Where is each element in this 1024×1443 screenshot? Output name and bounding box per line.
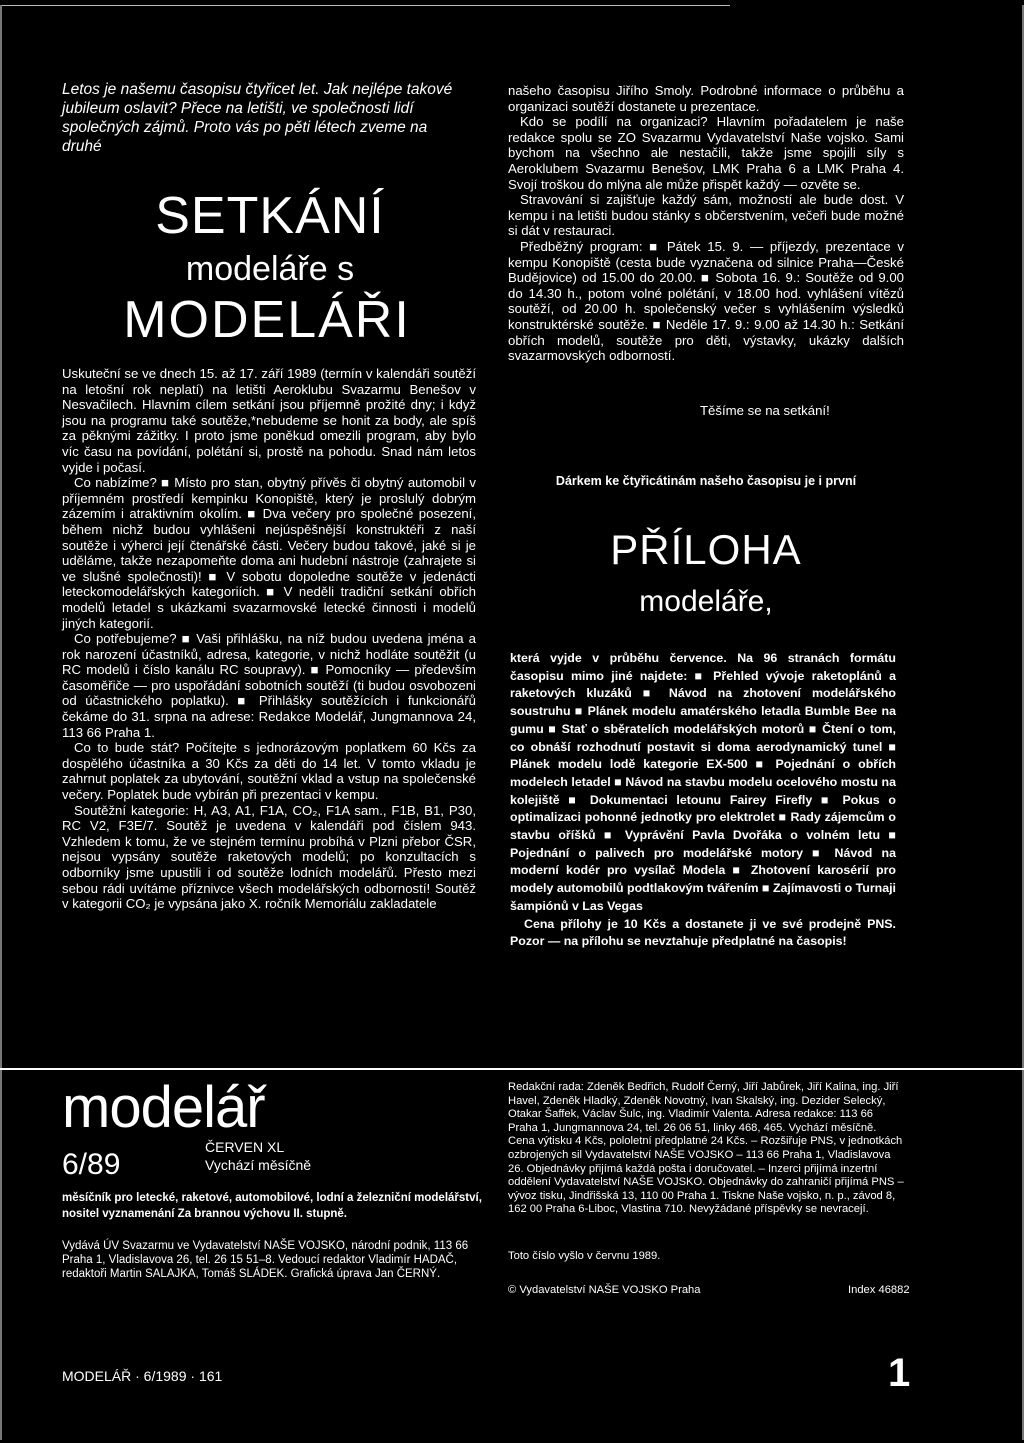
article-paragraph: Co potřebujeme? ■ Vaši přihlášku, na níž budou uvedena jména a rok narození účastníků, adresa, kategorie, v nichž hodláte soutěžit (u RC modelů i číslo kanálu RC soupravy). ■ Pomocníky — především časoměřiče — pro uspořádání sobotních soutěží (ti budou osvobozeni od účastnického poplatku). ■ Přihlášky soutěžících i funkcionářů čekáme do 31. srpna na adrese: Redakce Modelář, Jungmannova 24, 113 66 Praha 1. — [62, 631, 476, 740]
gift-heading: Dárkem ke čtyřicátinám našeho časopisu je i první — [555, 474, 857, 488]
article-paragraph: Co nabízíme? ■ Místo pro stan, obytný přívěs či obytný automobil v příjemném prostředí kempinku Konopiště, který je proslulý dobrým zázemím i atraktivním okolím. ■ Dva večery pro společné posezení, během nichž budou vyhlášeni nejúspěšnější konstruktéři z naší soutěže i výherci její čtenářské části. Večery budou takové, jaké si je uděláme, takže nezapomeňte doma ani hudební nástroje (zahrajete si ve slušné společnosti)! ■ V sobotu dopoledne soutěže v jedenácti leteckomodelářských kategoriích. ■ V neděli tradiční setkání obřích modelů letadel s ukázkami svazarmovské letecké činnosti i modelů jiných kategorií. — [62, 475, 476, 631]
print-date: Toto číslo vyšlo v červnu 1989. — [508, 1250, 661, 1262]
article-paragraph: Co to bude stát? Počítejte s jednorázovým poplatkem 60 Kčs za dospělého účastníka a 30 Kčs za děti do 14 let. V tomto vkladu je zahrnut poplatek za ubytování, soutěžní vklad a vstup na společenské večery. Poplatek bude vybírán při prezentaci v kempu. — [62, 740, 476, 803]
headline-modelare: modeláře s — [185, 250, 355, 288]
left-border — [0, 5, 2, 1440]
headline-modelari: MODELÁŘI — [123, 291, 411, 349]
closing-line: Těšíme se na setkání! — [700, 403, 830, 418]
page-number: 1 — [888, 1351, 911, 1395]
magazine-tagline: měsíčník pro letecké, raketové, automobilové, lodní a železniční modelářství, nositel vyznamenání Za brannou výchovu II. stupně. — [62, 1192, 482, 1220]
article-paragraph: našeho časopisu Jiřího Smoly. Podrobné informace o průběhu a organizaci soutěží dostanete u prezentace. — [508, 83, 904, 114]
supplement-contents: která vyjde v průběhu července. Na 96 stranách formátu časopisu mimo jiné najdete: ■ Přehled vývoje raketoplánů a raketových kluzáků ■ Návod na zhotovení modelářského soustruhu ■ Plánek modelu amatérského letadla Bumble Bee na gumu ■ Stať o sběratelích modelářských motorů ■ Čtení o tom, co obnáší rozhodnutí postavit si doma aerodynamický tunel ■ Plánek modelu lodě kategorie EX-500 ■ Pojednání o obřích modelech letadel ■ Návod na stavbu modelu ocelového mostu na kolejiště ■ Dokumentaci letounu Fairey Firefly ■ Pokus o optimalizaci pohonné jednotky pro elektrolet ■ Rady zájemcům o stavbu oříšků ■ Vyprávění Pavla Dvořáka o volném letu ■ Pojednání o palivech pro modelářské motory ■ Návod na moderní kodér pro vysílač Modela ■ Zhotovení karosérií pro modely automobilů podtlakovým tvářením ■ Zajímavosti o Turnaji šampiónů v Las Vegas — [510, 651, 896, 913]
issue-number: 6/89 — [62, 1148, 121, 1181]
article-left-column — [62, 366, 476, 912]
copyright: © Vydavatelství NAŠE VOJSKO Praha — [508, 1284, 701, 1296]
footer-folio: MODELÁŘ · 6/1989 · 161 — [62, 1368, 223, 1384]
supplement-description — [510, 650, 896, 951]
top-border — [0, 5, 730, 6]
headline-setkani: SETKÁNÍ — [155, 187, 385, 245]
index-number: Index 46882 — [848, 1284, 910, 1296]
article-paragraph: Uskuteční se ve dnech 15. až 17. září 1989 (termín v kalendáři soutěží na letošní rok neplatí) na letišti Aeroklubu Svazarmu Benešov v Nesvačilech. Hlavním cílem setkání jsou příjemně prožité dny; i když jsou na programu také soutěže,*nebudeme se honit za body, ale spíš za pěknými zážitky. I proto jsme poněkud omezili program, aby bylo víc času na povídání, polétání si, prostě na pohodu. Snad nám letos vyjde i počasí. — [62, 366, 476, 475]
magazine-logo: modelář — [62, 1075, 265, 1140]
article-paragraph: Soutěžní kategorie: H, A3, A1, F1A, CO₂, F1A sam., F1B, B1, P30, RC V2, F3E/7. Soutěž je uvedena v kalendáři pod číslem 943. Vzhledem k tomu, že ve stejném termínu probíhá v Plzni přebor ČSR, nejsou vypsány soutěže raketových modelů; po konzultacích s odborníky jsme upustili i od soutěže lodních modelářů. Přesto mezi sebou rádi uvítáme příznivce všech modelářských odborností! Soutěž v kategorii CO₂ je vypsána jako X. ročník Memoriálu zakladatele — [62, 802, 476, 912]
masthead-divider — [0, 1068, 1024, 1070]
frequency-label: Vychází měsíčně — [205, 1157, 312, 1173]
intro-text: Letos je našemu časopisu čtyřicet let. Jak nejlépe takové jubileum oslavit? Přece na letišti, ve společnosti lidí společných zájmů. Proto vás po pěti létech zveme na druhé — [62, 81, 453, 155]
article-paragraph: Předběžný program: ■ Pátek 15. 9. — příjezdy, prezentace v kempu Konopiště (cesta bude vyznačena od silnice Praha—České Budějovice) od 15.00 do 20.00. ■ Sobota 16. 9.: Soutěže od 9.00 do 14.30 h., potom volné polétání, v 18.00 hod. vyhlášení vítězů soutěží, od 20.00 h. společenský večer s vyhlášením výsledků konstruktérské soutěže. ■ Neděle 17. 9.: 9.00 až 14.30 h.: Setkání obřích modelů, soutěže pro děti, výstavky, ukázky dalších svazarmovských odborností. — [508, 238, 904, 364]
article-paragraph: Kdo se podílí na organizaci? Hlavním pořadatelem je naše redakce spolu se ZO Svazarmu Vydavatelství Naše vojsko. Sami bychom na všechno ale nestačili, takže jsme spojili síly s Aeroklubem Svazarmu Benešov, LMK Praha 6 a LMK Praha 4. Svojí troškou do mlýna ale může přispět každý — ozvěte se. — [508, 114, 904, 192]
supplement-subtitle: modeláře, — [639, 585, 773, 618]
supplement-title: PŘÍLOHA — [610, 526, 802, 573]
article-paragraph: Stravování si zajišťuje každý sám, možností ale bude dost. V kempu i na letišti budou stánky s občerstvením, večeři bude možné si dát v restauraci. — [508, 192, 904, 239]
month-label: ČERVEN XL — [205, 1139, 285, 1155]
publisher-info: Vydává ÚV Svazarmu ve Vydavatelství NAŠE VOJSKO, národní podnik, 113 66 Praha 1, Vladislavova 26, tel. 26 15 51–8. Vedoucí redaktor Vladimír HADAČ, redaktoři Martin SALAJKA, Tomáš SLÁDEK. Grafická úprava Jan ČERNÝ. — [62, 1240, 469, 1280]
editorial-board: Redakční rada: Zdeněk Bedřich, Rudolf Černý, Jiří Jabůrek, Jiří Kalina, ing. Jiří Havel, Zdeněk Hladký, Zdeněk Novotný, Ivan Skalský, ing. Dezider Selecký, Otakar Šaffek, Václav Šulc, ing. Vladimír Valenta. Adresa redakce: 113 66 Praha 1, Jungmannova 24, tel. 26 06 51, linky 468, 465. Vychází měsíčně. Cena výtisku 4 Kčs, pololetní předplatné 24 Kčs. – Rozšiřuje PNS, v jednotkách ozbrojených sil Vydavatelství NAŠE VOJSKO – 113 66 Praha 1, Vladislavova 26. Objednávky přijímá každá pošta i doručovatel. – Inzerci přijímá inzertní oddělení Vydavatelství NAŠE VOJSKO. Objednávky do zahraničí přijímá PNS – vývoz tisku, Jindřišská 13, 110 00 Praha 1. Tiskne Naše vojsko, n. p., závod 8, 162 00 Praha 6-Liboc, Vlastina 710. Nevyžádané příspěvky se nevracejí. — [508, 1081, 904, 1216]
article-right-column — [508, 83, 904, 364]
issue-month — [205, 1138, 311, 1174]
supplement-price: Cena přílohy je 10 Kčs a dostanete ji ve své prodejně PNS. Pozor — na přílohu se nevztahuje předplatné na časopis! — [510, 916, 896, 949]
